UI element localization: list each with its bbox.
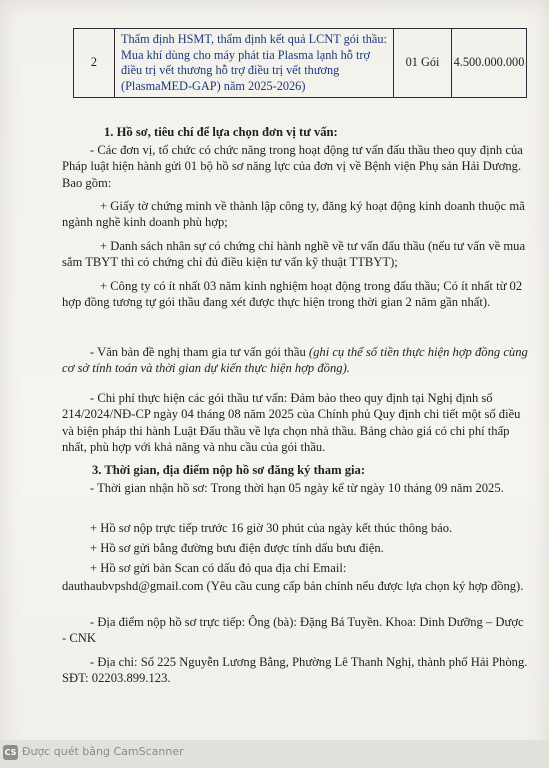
table-row xyxy=(74,29,527,98)
camscanner-logo-icon: CS xyxy=(3,745,18,760)
email-note: dauthaubvpshd@gmail.com (Yêu cầu cung cấp bản chính nếu được lựa chọn ký hợp đồng). xyxy=(62,579,524,593)
submission-time: - Thời gian nhận hồ sơ: Trong thời hạn 05 ngày kể từ ngày 10 tháng 09 năm 2025. xyxy=(90,481,504,495)
submission-place: - Địa điểm nộp hồ sơ trực tiếp: Ông (bà): Đặng Bá Tuyền. Khoa: Dinh Dưỡng – Dược - CNK xyxy=(62,615,524,646)
direct-submission: + Hồ sơ nộp trực tiếp trước 16 giờ 30 phút của ngày kết thúc thông báo. xyxy=(90,521,453,535)
requirement-item: + Giấy tờ chứng minh về thành lập công ty, đăng ký hoạt động kinh doanh thuộc mã ngành nghề kinh doanh phù hợp; xyxy=(62,199,525,230)
section-3-heading: 3. Thời gian, địa điểm nộp hồ sơ đăng ký tham gia: xyxy=(92,463,366,477)
row-number: 2 xyxy=(74,29,115,98)
proposal-note: (ghi cụ thể số tiền thực hiện hợp đồng cùng cơ sở tính toán và thời gian dự kiến thực hiện hợp đồng). xyxy=(62,345,528,376)
submission-address: - Địa chỉ: Số 225 Nguyễn Lương Bằng, Phường Lê Thanh Nghị, thành phố Hải Phòng. SĐT: 02203.899.123. xyxy=(62,655,528,686)
package-name: Thẩm định HSMT, thẩm định kết quả LCNT gói thầu: Mua khí dùng cho máy phát tia Plasma lạnh hỗ trợ điều trị vết thương hỗ trợ điều trị vết thương (PlasmaMED-GAP) năm 2025-2026) xyxy=(115,29,394,98)
camscanner-watermark: Được quét bằng CamScanner xyxy=(22,745,184,758)
cost-paragraph: - Chi phí thực hiện các gói thầu tư vấn: Đảm bảo theo quy định tại Nghị định số 214/2024/NĐ-CP ngày 04 tháng 08 năm 2025 của Chính phủ Quy định chi tiết một số điều và biện pháp thi hành Luật Đấu thầu về lựa chọn nhà thầu. Bảng chào giá có chi phí thấp nhất, phù hợp với khả năng và nhu cầu của gói thầu. xyxy=(62,391,521,455)
bid-package-table xyxy=(73,28,527,98)
section-1-heading: 1. Hồ sơ, tiêu chí để lựa chọn đơn vị tư vấn: xyxy=(104,125,338,139)
section-1-intro: - Các đơn vị, tổ chức có chức năng trong hoạt động tư vấn đấu thầu theo quy định của Pháp luật hiện hành gửi 01 bộ hồ sơ năng lực của đơn vị về Bệnh viện Phụ sản Hải Dương. Bao gồm: xyxy=(62,143,523,190)
proposal-lead: - Văn bản đề nghị tham gia tư vấn gói thầu xyxy=(90,345,306,359)
proposal-paragraph xyxy=(62,344,528,377)
scan-submission: + Hồ sơ gửi bản Scan có dấu đỏ qua địa chỉ Email: xyxy=(90,561,347,575)
requirement-item: + Công ty có ít nhất 03 năm kinh nghiệm hoạt động trong đấu thầu; Có ít nhất từ 02 hợp đồng tương tự gói thầu đang xét được thực hiện trong thời gian 2 năm gần nhất). xyxy=(62,279,523,310)
postal-submission: + Hồ sơ gửi bằng đường bưu điện được tính dấu bưu điện. xyxy=(90,541,384,555)
package-price: 4.500.000.000 xyxy=(452,29,527,98)
package-quantity: 01 Gói xyxy=(394,29,452,98)
requirement-item: + Danh sách nhân sự có chứng chỉ hành nghề về tư vấn đấu thầu (nếu tư vấn về mua sắm TBYT thì có chứng chỉ đủ điều kiện tư vấn kỹ thuật TTBYT); xyxy=(62,239,526,270)
